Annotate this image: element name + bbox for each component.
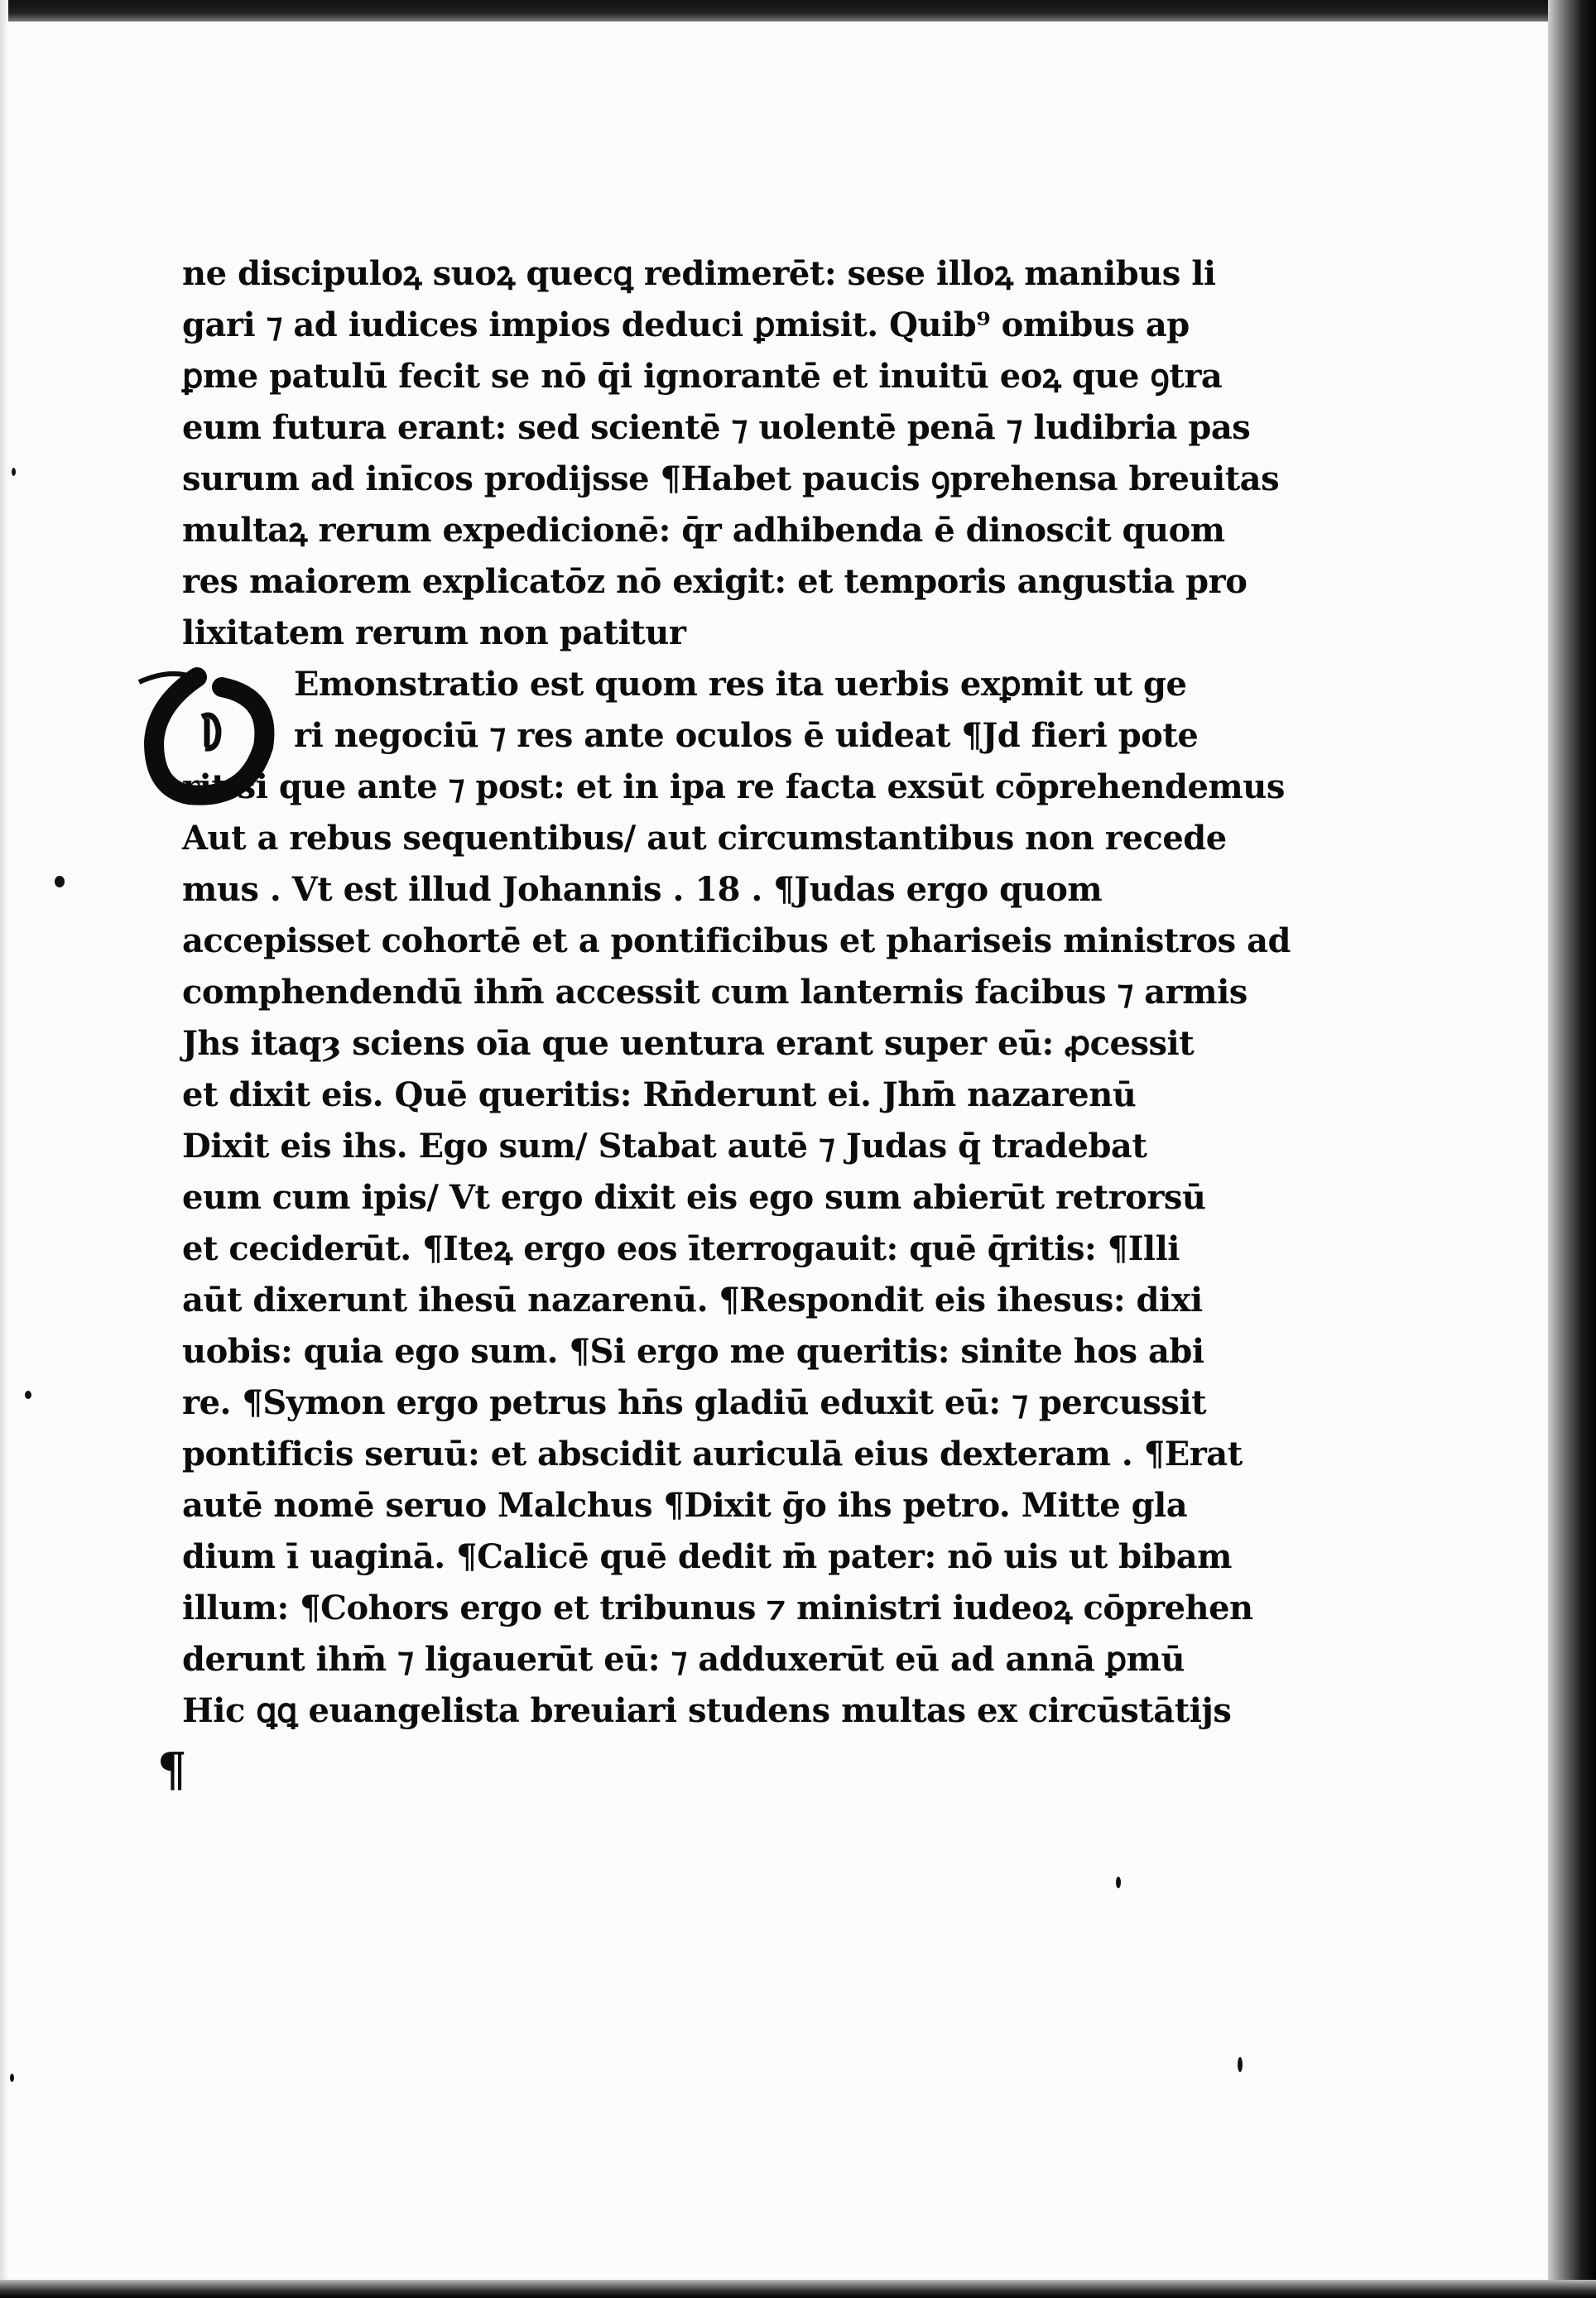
- initial-letter: [139, 672, 272, 805]
- text-line: surum ad inīcos prodijsse ¶Habet paucis ꝯprehensa breuitas: [182, 459, 1280, 498]
- pilcrow-marker: ¶: [157, 1743, 187, 1797]
- scan-edge-left: [0, 0, 8, 2298]
- text-line: illum: ¶Cohors ergo et tribunus ⁊ ministri iudeoꝝ cōprehen: [182, 1589, 1253, 1627]
- scan-edge-bottom: [0, 2280, 1596, 2298]
- text-line: eum futura erant: sed scientē ⁊ uolentē penā ⁊ ludibria pas: [182, 408, 1251, 447]
- text-line: derunt ihm̄ ⁊ ligauerūt eū: ⁊ adduxerūt eū ad annā ꝑmū: [182, 1640, 1185, 1679]
- text-line: res maiorem explicatōz nō exigit: et temporis angustia pro: [182, 562, 1247, 601]
- scan-edge-top: [0, 0, 1596, 22]
- text-line: accepisset cohortē et a pontificibus et phariseis ministros ad: [182, 921, 1291, 960]
- text-line: ri negociū ⁊ res ante oculos ē uideat ¶Jd fieri pote: [294, 716, 1199, 755]
- text-line: mus . Vt est illud Johannis . 18 . ¶Judas ergo quom: [182, 870, 1103, 909]
- text-line: dium ī uaginā. ¶Calicē quē dedit m̄ pater: nō uis ut bibam: [182, 1537, 1232, 1576]
- text-line: multaꝝ rerum expedicionē: q̄r adhibenda ē dinoscit quom: [182, 511, 1225, 550]
- text-line: Dixit eis ihs. Ego sum/ Stabat autē ⁊ Judas q̄ tradebat: [182, 1127, 1147, 1166]
- text-line: ꝑme patulū fecit se nō q̄i ignorantē et inuitū eoꝝ que ꝯtra: [182, 357, 1223, 396]
- text-line: Aut a rebus sequentibus/ aut circumstantibus non recede: [182, 819, 1227, 858]
- text-line: eum cum ipis/ Vt ergo dixit eis ego sum abierūt retrorsū: [182, 1178, 1206, 1217]
- text-line: aūt dixerunt ihesū nazarenū. ¶Respondit eis ihesus: dixi: [182, 1281, 1203, 1320]
- text-line: ne discipuloꝝ suoꝝ quecꝗ redimerēt: sese illoꝝ manibus li: [182, 254, 1216, 293]
- text-line: autē nomē seruo Malchus ¶Dixit ḡo ihs petro. Mitte gla: [182, 1486, 1188, 1525]
- text-line: rit si que ante ⁊ post: et in ipa re facta exsūt cōprehendemus: [182, 767, 1285, 806]
- scan-edge-right: [1548, 0, 1596, 2298]
- text-block: [182, 248, 1291, 1805]
- text-line: comphendendū ihm̄ accessit cum lanternis facibus ⁊ armis: [182, 973, 1247, 1012]
- text-line: et dixit eis. Quē queritis: Rn̄derunt ei. Jhm̄ nazarenū: [182, 1075, 1137, 1114]
- initial-letter-text: D: [190, 763, 191, 764]
- text-line: Emonstratio est quom res ita uerbis exꝑmit ut ge: [294, 665, 1187, 704]
- text-line: Hic ꝗꝗ euangelista breuiari studens multas ex circūstātijs: [182, 1691, 1232, 1730]
- text-line: pontificis seruū: et abscidit auriculā eius dexteram . ¶Erat: [182, 1435, 1243, 1474]
- text-line: re. ¶Symon ergo petrus hn̄s gladiū eduxit eū: ⁊ percussit: [182, 1383, 1207, 1422]
- text-line: gari ⁊ ad iudices impios deduci ꝑmisit. Quib⁹ omibus ap: [182, 305, 1190, 344]
- text-line: et ceciderūt. ¶Iteꝝ ergo eos īterrogauit: quē q̄ritis: ¶Illi: [182, 1229, 1180, 1268]
- text-line: Jhs itaqȝ sciens oīa que uentura erant super eū: ꝓcessit: [182, 1024, 1195, 1063]
- text-line: uobis: quia ego sum. ¶Si ergo me queritis: sinite hos abi: [182, 1332, 1204, 1371]
- text-line: lixitatem rerum non patitur: [182, 613, 686, 652]
